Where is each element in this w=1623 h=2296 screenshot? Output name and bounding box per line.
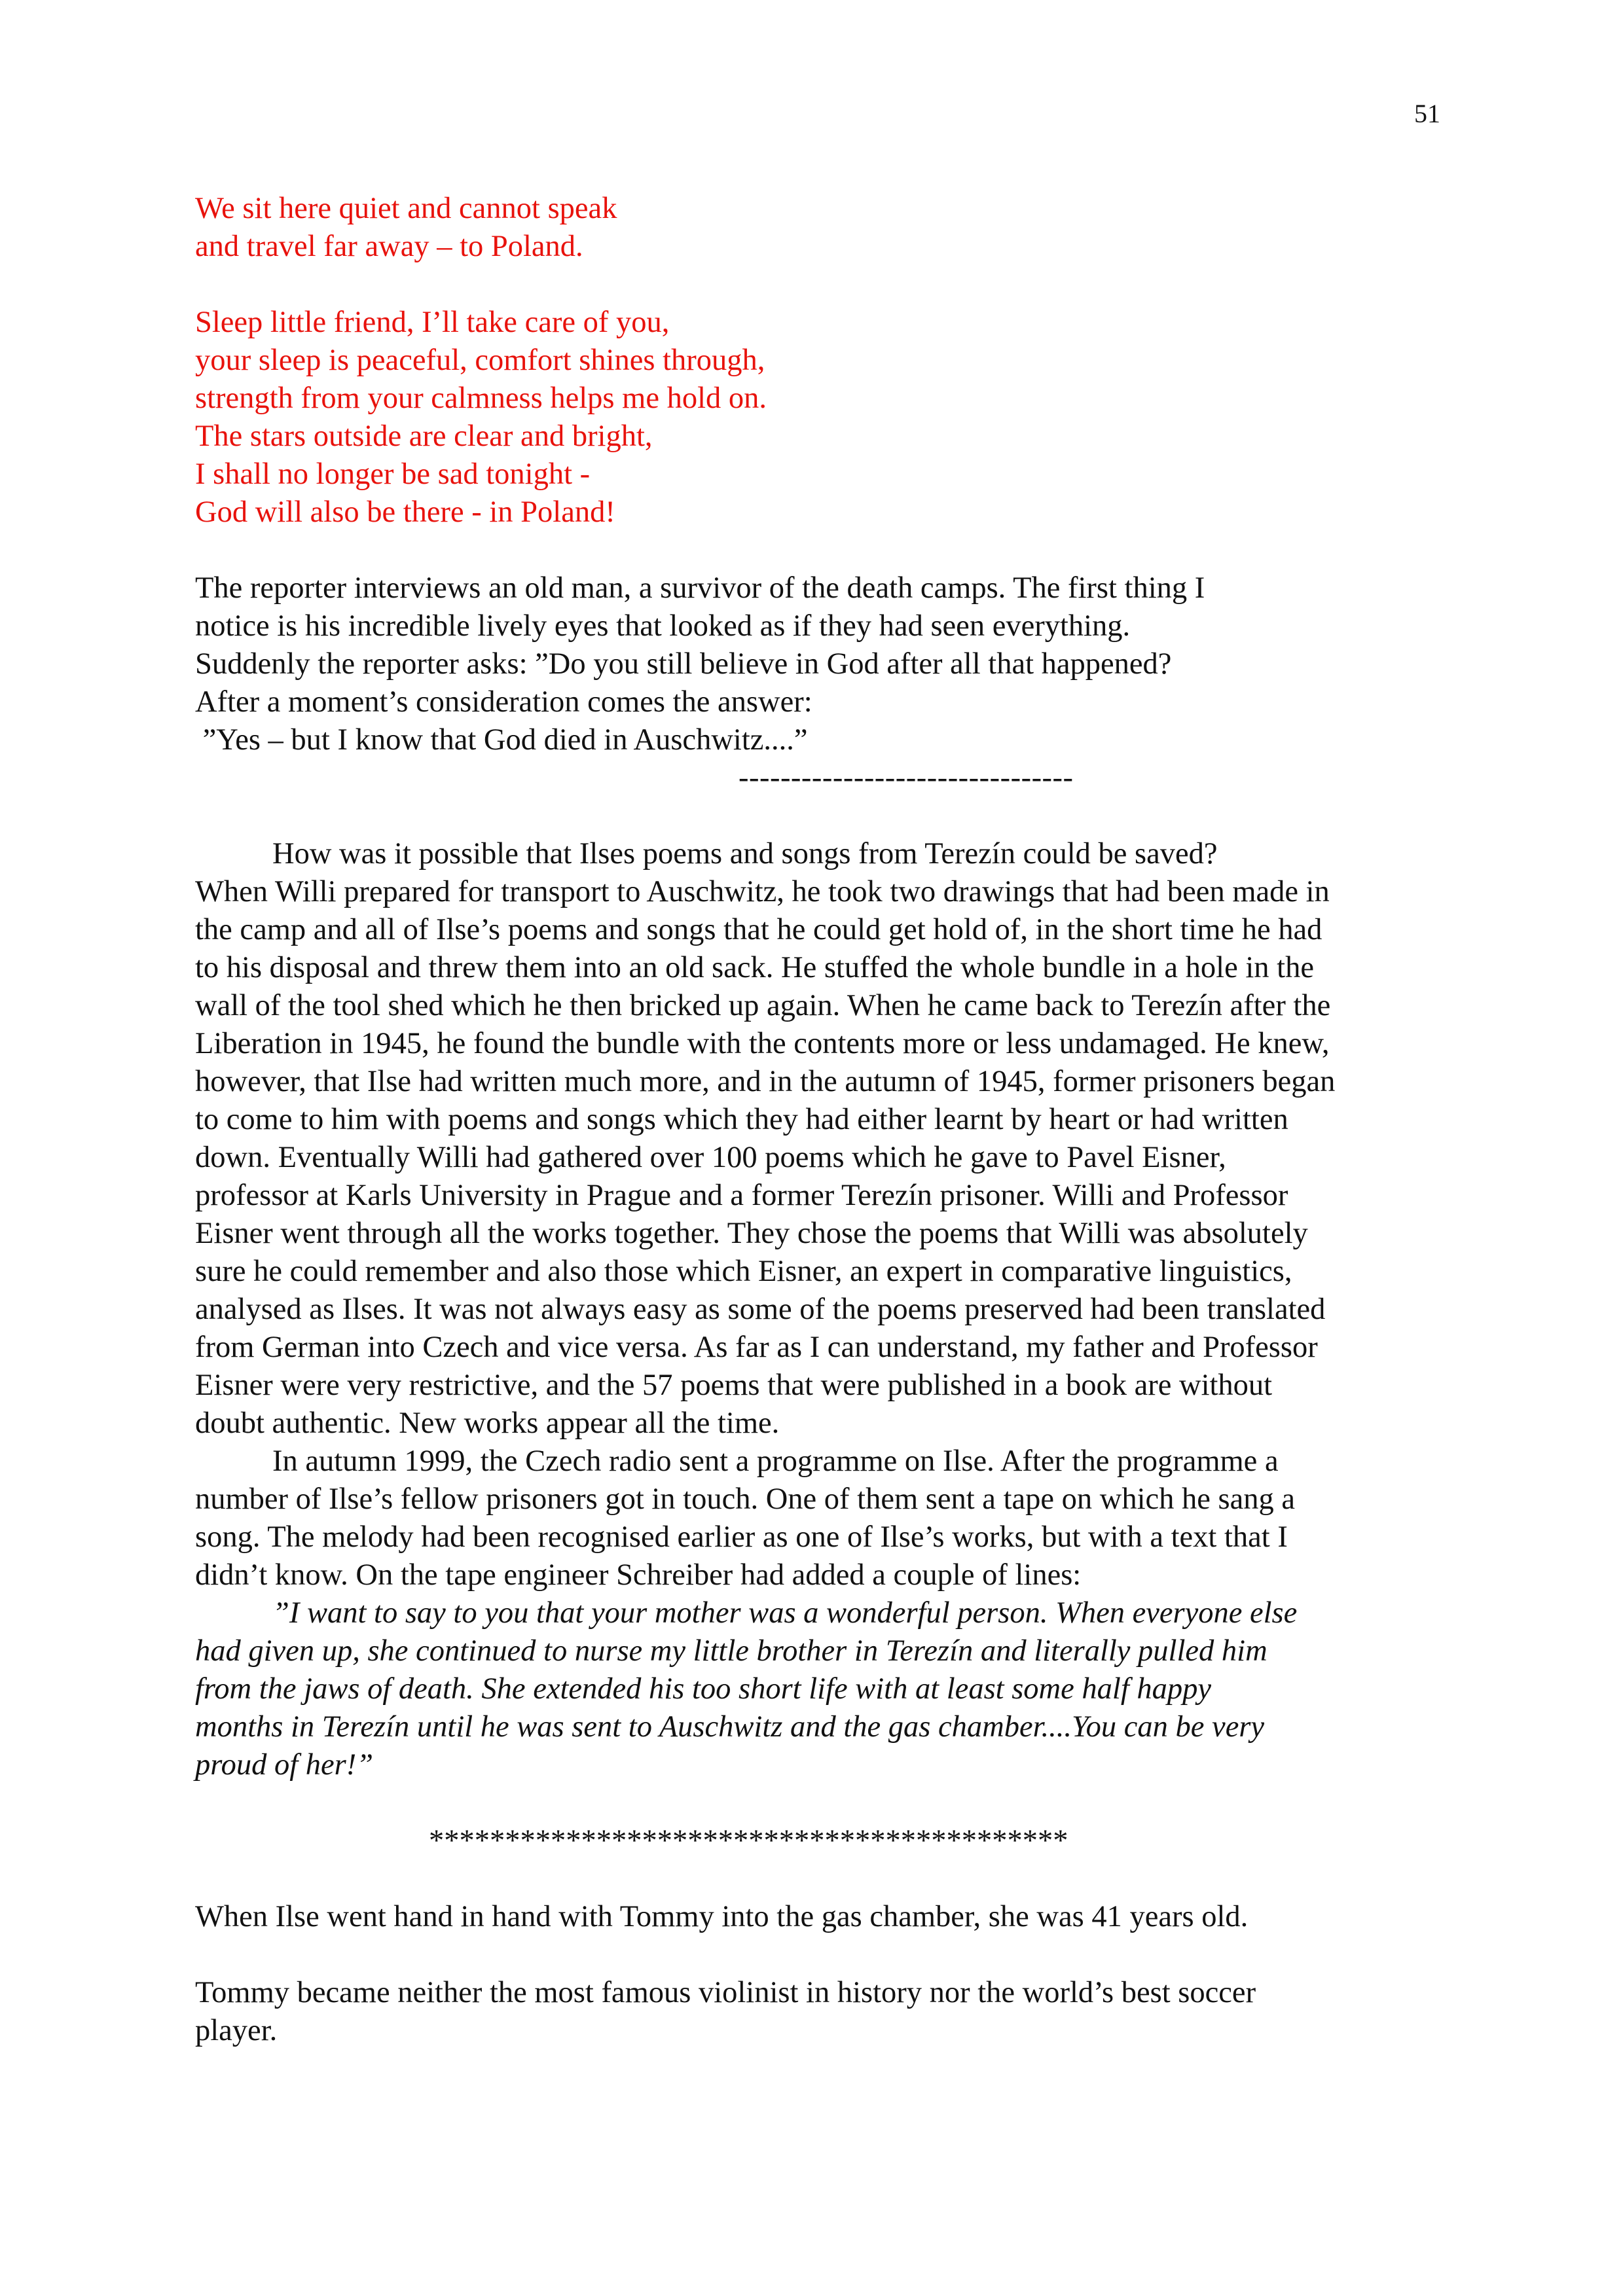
text-line: When Ilse went hand in hand with Tommy into the gas chamber, she was 41 years old. xyxy=(195,1900,1249,1933)
text-line: Suddenly the reporter asks: ”Do you still believe in God after all that happened? xyxy=(195,647,1172,681)
poem-line: The stars outside are clear and bright, xyxy=(195,420,653,453)
saved-works-paragraph xyxy=(195,835,1439,1443)
text-line: Liberation in 1945, he found the bundle with the contents more or less undamaged. He knew, xyxy=(195,1027,1330,1060)
text-line: player. xyxy=(195,2014,278,2047)
radio-paragraph xyxy=(195,1443,1439,1594)
text-line: When Willi prepared for transport to Auschwitz, he took two drawings that had been made in xyxy=(195,875,1330,908)
text-line: Eisner went through all the works together. They chose the poems that Willi was absolutely xyxy=(195,1217,1308,1250)
text-line: however, that Ilse had written much more, and in the autumn of 1945, former prisoners began xyxy=(195,1065,1336,1098)
text-line: Tommy became neither the most famous violinist in history nor the world’s best soccer xyxy=(195,1976,1256,2009)
text-line: didn’t know. On the tape engineer Schreiber had added a couple of lines: xyxy=(195,1558,1082,1592)
poem-stanza-2 xyxy=(195,304,1439,531)
text-line: doubt authentic. New works appear all the time. xyxy=(195,1407,780,1440)
poem-line: We sit here quiet and cannot speak xyxy=(195,192,617,225)
reporter-paragraph xyxy=(195,569,1439,759)
poem-line: God will also be there - in Poland! xyxy=(195,495,615,529)
text-line: After a moment’s consideration comes the answer: xyxy=(195,685,812,719)
quote-line: proud of her!” xyxy=(195,1748,374,1782)
text-line: sure he could remember and also those which Eisner, an expert in comparative linguistics, xyxy=(195,1255,1292,1288)
quote-line: ”I want to say to you that your mother was a wonderful person. When everyone else xyxy=(272,1596,1298,1630)
poem-stanza-1 xyxy=(195,190,1439,266)
text-line: song. The melody had been recognised earlier as one of Ilse’s works, but with a text that I xyxy=(195,1520,1288,1554)
quote-paragraph xyxy=(195,1594,1439,1784)
text-line: analysed as Ilses. It was not always easy as some of the poems preserved had been translated xyxy=(195,1293,1326,1326)
text-line: to come to him with poems and songs which they had either learnt by heart or had written xyxy=(195,1103,1288,1136)
text-line: In autumn 1999, the Czech radio sent a programme on Ilse. After the programme a xyxy=(272,1444,1279,1478)
text-line: the camp and all of Ilse’s poems and songs that he could get hold of, in the short time he had xyxy=(195,913,1322,946)
poem-line: your sleep is peaceful, comfort shines through, xyxy=(195,344,765,377)
poem-line: Sleep little friend, I’ll take care of you, xyxy=(195,306,670,339)
page-body xyxy=(195,190,1439,2050)
text-line: How was it possible that Ilses poems and songs from Terezín could be saved? xyxy=(272,837,1218,870)
closing-line-1 xyxy=(195,1898,1439,1936)
text-line: number of Ilse’s fellow prisoners got in touch. One of them sent a tape on which he sang a xyxy=(195,1482,1296,1516)
text-line: The reporter interviews an old man, a survivor of the death camps. The first thing I xyxy=(195,571,1205,605)
text-line: from German into Czech and vice versa. As far as I can understand, my father and Professor xyxy=(195,1331,1318,1364)
quote-line: from the jaws of death. She extended his too short life with at least some half happy xyxy=(195,1672,1212,1706)
text-line: down. Eventually Willi had gathered over 100 poems which he gave to Pavel Eisner, xyxy=(195,1141,1226,1174)
text-line: to his disposal and threw them into an old sack. He stuffed the whole bundle in a hole in the xyxy=(195,951,1314,984)
poem-line: I shall no longer be sad tonight - xyxy=(195,457,591,491)
text-line: notice is his incredible lively eyes that looked as if they had seen everything. xyxy=(195,609,1131,643)
text-line: ”Yes – but I know that God died in Auschwitz....” xyxy=(195,723,808,757)
poem-line: and travel far away – to Poland. xyxy=(195,230,583,263)
quote-line: had given up, she continued to nurse my little brother in Terezín and literally pulled him xyxy=(195,1634,1267,1668)
text-line: wall of the tool shed which he then bricked up again. When he came back to Terezín after the xyxy=(195,989,1331,1022)
poem-line: strength from your calmness helps me hold on. xyxy=(195,382,767,415)
page-number: 51 xyxy=(1414,99,1440,128)
quote-line: months in Terezín until he was sent to Auschwitz and the gas chamber....You can be very xyxy=(195,1710,1265,1744)
text-line: professor at Karls University in Prague and a former Terezín prisoner. Willi and Professor xyxy=(195,1179,1288,1212)
text-line: Eisner were very restrictive, and the 57 poems that were published in a book are without xyxy=(195,1369,1273,1402)
star-separator: ****************************************** xyxy=(429,1824,1068,1857)
closing-paragraph-2 xyxy=(195,1974,1439,2050)
dash-separator: -------------------------------- xyxy=(739,761,1074,795)
